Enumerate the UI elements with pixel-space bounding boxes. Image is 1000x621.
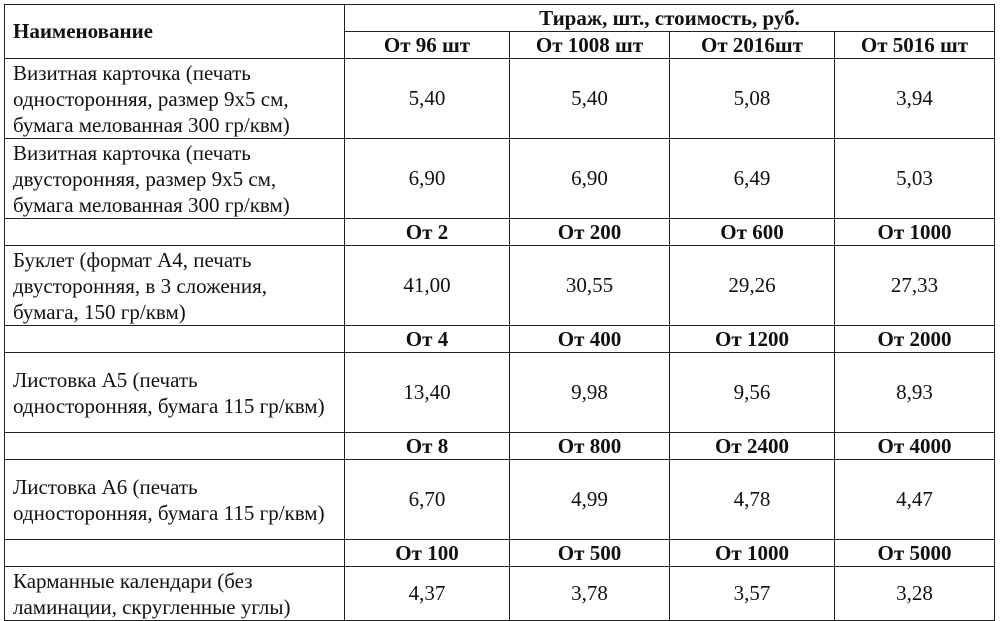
- table-row: [5, 567, 995, 621]
- price-cell: 6,90: [510, 139, 670, 219]
- blank-cell: [5, 326, 345, 353]
- quantity-row: [5, 326, 995, 353]
- quantity-cell: От 1008 шт: [510, 32, 670, 59]
- table-row: [5, 139, 995, 219]
- price-cell: 3,94: [835, 59, 995, 139]
- price-cell: 5,40: [345, 59, 510, 139]
- table-row: [5, 353, 995, 433]
- price-cell: 13,40: [345, 353, 510, 433]
- quantity-cell: От 1000: [835, 219, 995, 246]
- blank-cell: [5, 540, 345, 567]
- quantity-cell: От 2000: [835, 326, 995, 353]
- price-cell: 9,98: [510, 353, 670, 433]
- price-cell: 30,55: [510, 246, 670, 326]
- quantity-row: [5, 219, 995, 246]
- quantity-cell: От 4000: [835, 433, 995, 460]
- table-row: [5, 246, 995, 326]
- quantity-cell: От 4: [345, 326, 510, 353]
- price-table: [4, 4, 995, 621]
- price-cell: 8,93: [835, 353, 995, 433]
- price-cell: 4,78: [670, 460, 835, 540]
- quantity-cell: От 400: [510, 326, 670, 353]
- quantity-cell: От 600: [670, 219, 835, 246]
- quantity-cell: От 100: [345, 540, 510, 567]
- quantity-cell: От 1200: [670, 326, 835, 353]
- quantity-cell: От 2400: [670, 433, 835, 460]
- quantity-cell: От 2016шт: [670, 32, 835, 59]
- price-cell: 3,57: [670, 567, 835, 621]
- quantity-cell: От 2: [345, 219, 510, 246]
- quantity-cell: От 5000: [835, 540, 995, 567]
- quantity-row: [5, 433, 995, 460]
- quantity-cell: От 5016 шт: [835, 32, 995, 59]
- price-cell: 41,00: [345, 246, 510, 326]
- product-name: Визитная карточка (печать односторонняя, размер 9х5 см, бумага мелованная 300 гр/квм): [5, 59, 345, 139]
- price-cell: 5,40: [510, 59, 670, 139]
- quantity-cell: От 800: [510, 433, 670, 460]
- price-cell: 27,33: [835, 246, 995, 326]
- price-cell: 3,78: [510, 567, 670, 621]
- price-cell: 5,03: [835, 139, 995, 219]
- table-row: [5, 59, 995, 139]
- price-cell: 29,26: [670, 246, 835, 326]
- quantity-row: [5, 540, 995, 567]
- header-row: [5, 5, 995, 32]
- quantity-cell: От 1000: [670, 540, 835, 567]
- quantity-cell: От 500: [510, 540, 670, 567]
- price-cell: 4,47: [835, 460, 995, 540]
- price-cell: 3,28: [835, 567, 995, 621]
- quantity-cell: От 96 шт: [345, 32, 510, 59]
- name-column-header: Наименование: [5, 5, 345, 59]
- blank-cell: [5, 219, 345, 246]
- table-row: [5, 460, 995, 540]
- price-cell: 5,08: [670, 59, 835, 139]
- quantity-cell: От 8: [345, 433, 510, 460]
- price-cell: 6,90: [345, 139, 510, 219]
- quantity-cell: От 200: [510, 219, 670, 246]
- price-cell: 6,49: [670, 139, 835, 219]
- quantity-price-group-header: Тираж, шт., стоимость, руб.: [345, 5, 995, 32]
- price-cell: 4,99: [510, 460, 670, 540]
- product-name: Буклет (формат А4, печать двусторонняя, в 3 сложения, бумага, 150 гр/квм): [5, 246, 345, 326]
- product-name: Карманные календари (без ламинации, скругленные углы): [5, 567, 345, 621]
- product-name: Листовка А6 (печать односторонняя, бумага 115 гр/квм): [5, 460, 345, 540]
- product-name: Визитная карточка (печать двусторонняя, размер 9х5 см, бумага мелованная 300 гр/квм): [5, 139, 345, 219]
- price-cell: 6,70: [345, 460, 510, 540]
- price-cell: 9,56: [670, 353, 835, 433]
- blank-cell: [5, 433, 345, 460]
- price-cell: 4,37: [345, 567, 510, 621]
- product-name: Листовка А5 (печать односторонняя, бумага 115 гр/квм): [5, 353, 345, 433]
